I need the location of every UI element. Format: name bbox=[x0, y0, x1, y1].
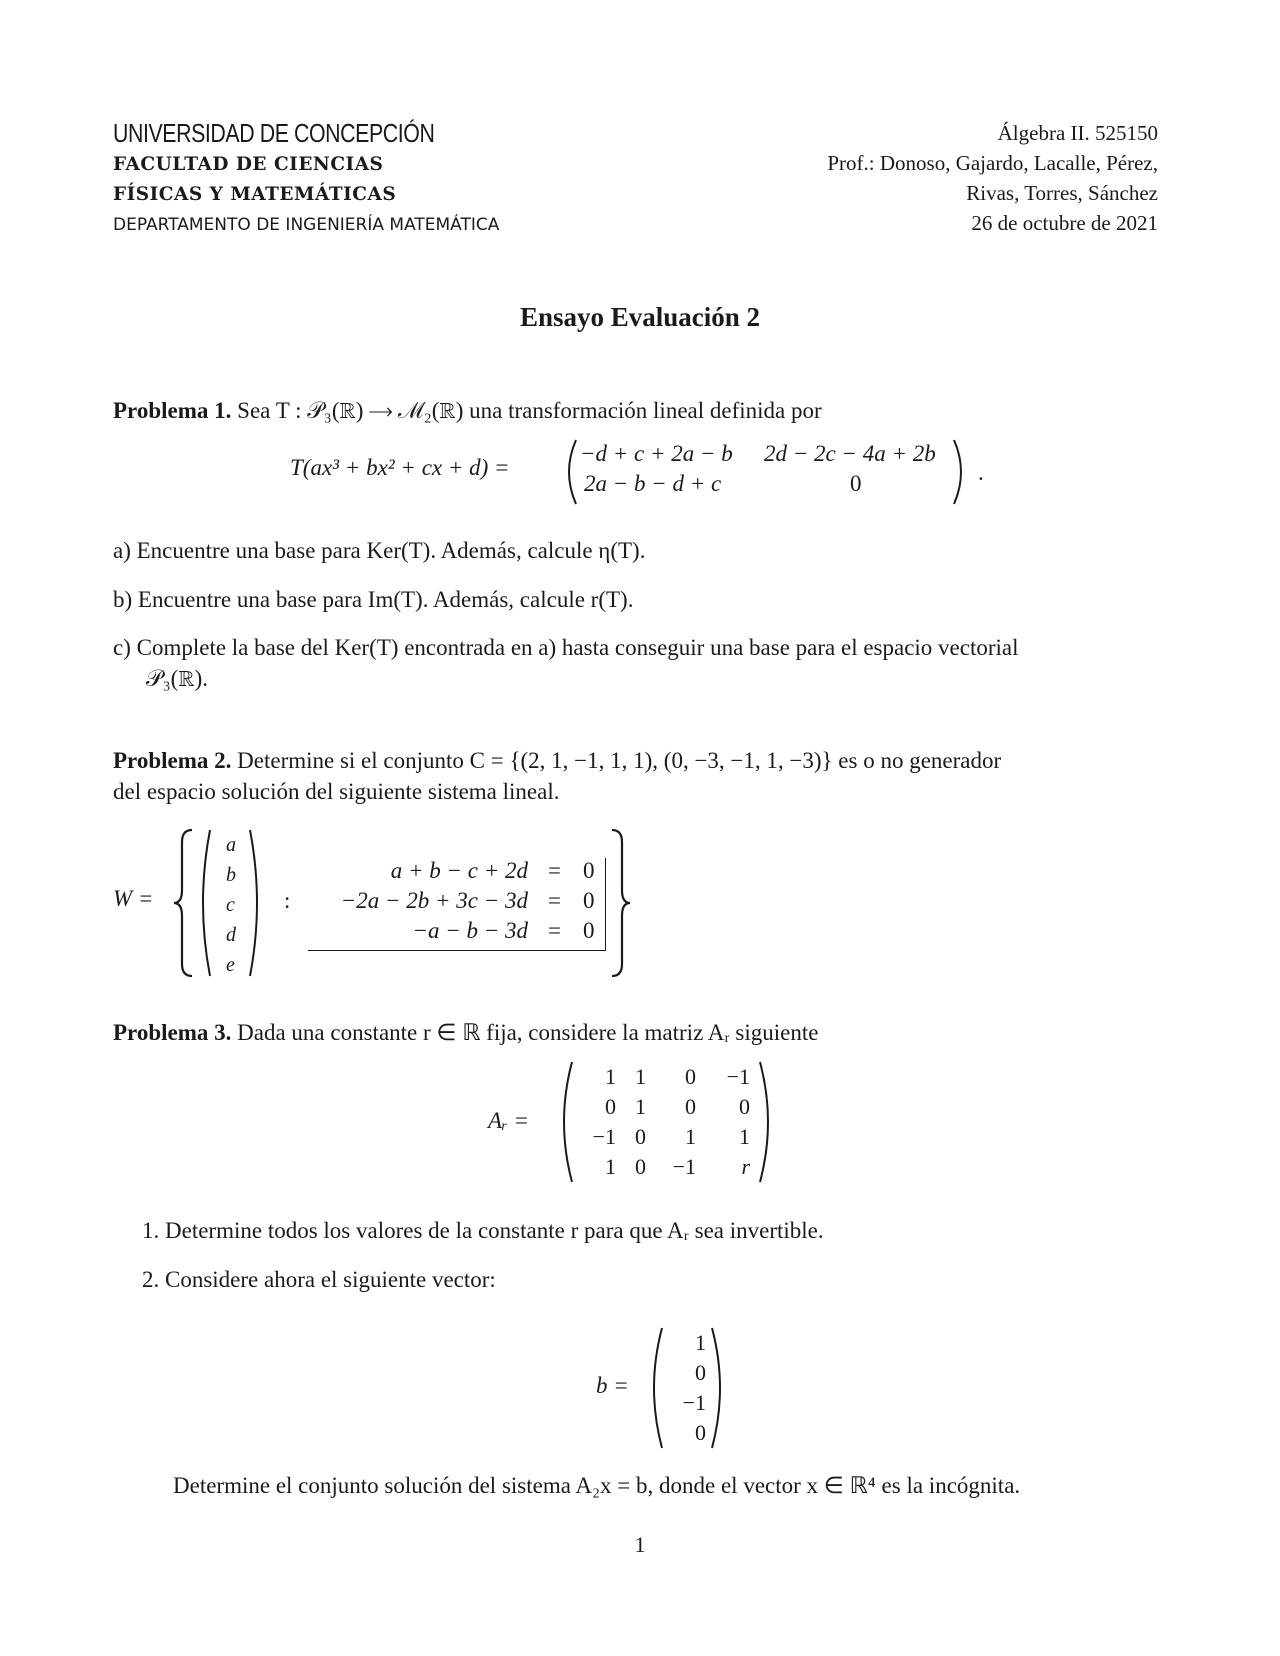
equation-1-equals: = bbox=[548, 858, 561, 883]
equation-2-lhs: −2a − 2b + 3c − 3d bbox=[340, 888, 528, 913]
variable-d: d bbox=[226, 924, 236, 946]
vector-left-paren bbox=[196, 828, 212, 978]
ar-cell: 1 bbox=[605, 1064, 616, 1089]
b-entry-4: 0 bbox=[695, 1420, 706, 1445]
department-name: DEPARTAMENTO DE INGENIERÍA MATEMÁTICA bbox=[113, 215, 500, 235]
b-vector bbox=[668, 1328, 706, 1448]
ar-lhs: Aᵣ = bbox=[488, 1108, 529, 1133]
equation-2-rhs: 0 bbox=[583, 888, 595, 913]
ar-cell: −1 bbox=[672, 1154, 696, 1179]
matrix-entry-11: −d + c + 2a − b bbox=[580, 441, 733, 466]
ar-cell: 0 bbox=[635, 1124, 646, 1149]
ar-cell: 0 bbox=[605, 1094, 616, 1119]
equation-2-equals: = bbox=[548, 888, 561, 913]
b-left-paren bbox=[646, 1326, 664, 1450]
equation-1-rhs: 0 bbox=[583, 858, 595, 883]
ar-row-1 bbox=[578, 1062, 750, 1092]
w-label: W = bbox=[113, 886, 154, 911]
ar-left-paren bbox=[556, 1060, 574, 1184]
course-code: Álgebra II. 525150 bbox=[997, 121, 1158, 145]
variable-e: e bbox=[226, 954, 235, 976]
ar-cell: 0 bbox=[635, 1154, 646, 1179]
matrix-entry-22: 0 bbox=[850, 471, 862, 496]
matrix-right-paren bbox=[950, 438, 970, 506]
problem-3-intro bbox=[113, 1017, 818, 1048]
professors-line-1: Prof.: Donoso, Gajardo, Lacalle, Pérez, bbox=[827, 151, 1158, 175]
matrix-entry-21: 2a − b − d + c bbox=[584, 471, 722, 496]
ar-cell: 0 bbox=[685, 1094, 696, 1119]
equation-1-lhs: a + b − c + 2d bbox=[390, 858, 528, 883]
ar-cell: 0 bbox=[739, 1094, 750, 1119]
system-box-right-rule bbox=[605, 858, 606, 950]
problem-1-intro-text: Sea T : 𝒫₃(ℝ) ⟶ ℳ₂(ℝ) una transformación lineal definida por bbox=[237, 398, 822, 423]
problem-1-item-b: b) Encuentre una base para Im(T). Además, calcule r(T). bbox=[113, 587, 634, 612]
b-lhs: b = bbox=[596, 1373, 629, 1398]
page-number: 1 bbox=[634, 1532, 646, 1557]
vector-right-paren bbox=[248, 828, 264, 978]
problem-2-line-1-text: Determine si el conjunto C = {(2, 1, −1, 1, 1), (0, −3, −1, 1, −3)} es o no generador bbox=[237, 748, 1002, 773]
ar-cell: −1 bbox=[726, 1064, 750, 1089]
ar-cell: 1 bbox=[685, 1124, 696, 1149]
problem-3-item-2: 2. Considere ahora el siguiente vector: bbox=[142, 1267, 496, 1292]
problem-3-item-1: 1. Determine todos los valores de la constante r para que Aᵣ sea invertible. bbox=[142, 1218, 824, 1243]
such-that-colon: : bbox=[284, 888, 291, 913]
problem-2-label: Problema 2. bbox=[113, 748, 232, 773]
ar-matrix bbox=[578, 1062, 750, 1182]
equation-3-rhs: 0 bbox=[583, 918, 595, 943]
ar-row-3 bbox=[578, 1122, 750, 1152]
exam-date: 26 de octubre de 2021 bbox=[971, 211, 1158, 235]
problem-1-item-a: a) Encuentre una base para Ker(T). Además, calcule η(T). bbox=[113, 538, 646, 563]
ar-row-2 bbox=[578, 1092, 750, 1122]
ar-cell: 1 bbox=[635, 1064, 646, 1089]
b-entry-2: 0 bbox=[695, 1360, 706, 1385]
faculty-line-2: FÍSICAS Y MATEMÁTICAS bbox=[113, 184, 397, 205]
b-entry-3: −1 bbox=[682, 1390, 706, 1415]
variable-vector bbox=[226, 830, 236, 980]
ar-cell: 0 bbox=[685, 1064, 696, 1089]
b-entry-1: 1 bbox=[695, 1330, 706, 1355]
equation-3-lhs: −a − b − 3d bbox=[412, 918, 528, 943]
header-right bbox=[827, 118, 1158, 238]
ar-right-paren bbox=[758, 1060, 776, 1184]
professors-line-2: Rivas, Torres, Sánchez bbox=[966, 181, 1158, 205]
b-right-paren bbox=[710, 1326, 728, 1450]
problem-1-lhs: T(ax³ + bx² + cx + d) = bbox=[290, 455, 510, 480]
problem-1-label: Problema 1. bbox=[113, 398, 232, 423]
problem-3-intro-text: Dada una constante r ∈ ℝ fija, considere la matriz Aᵣ siguiente bbox=[237, 1020, 819, 1045]
page-title: Ensayo Evaluación 2 bbox=[519, 302, 761, 332]
ar-cell: −1 bbox=[592, 1124, 616, 1149]
matrix-left-paren bbox=[560, 438, 580, 506]
variable-a: a bbox=[226, 834, 236, 856]
header-left bbox=[113, 116, 505, 240]
exam-page: UNIVERSIDAD DE CONCEPCIÓN FACULTAD DE CIENCIAS FÍSICAS Y MATEMÁTICAS DEPARTAMENTO DE INGENIERÍA MATEMÁTICA Álgebra II. 525150 Prof.: Donoso, Gajardo, Lacalle, Pérez, Rivas, Torres, Sánchez 26 de octubre de 2021 Ensayo Evaluación 2 Problema 1. Sea T : 𝒫₃(ℝ) ⟶ ℳ₂(ℝ) una transformación lineal definida por T(ax³ + bx² + cx + d) = −d + c + 2a − b 2d − 2c − 4a + 2b 2a − b − d + c 0 . a) Encuentre una base para Ker(T). Además, calcule η(T). b) Encuentre una base para Im(T). Además, calcule r(T). c) Complete la base del Ker(T) encontrada en a) hasta conseguir una base para el espacio vectorial 𝒫₃(ℝ). Problema 2. Determine si el conjunto C = {(2, 1, −1, 1, 1), (0, −3, −1, 1, −3)} es o no generador del espacio solución del siguiente sistema lineal. W = a b c d e : a + b − c + 2d = 0 −2a − 2b + 3c − 3d = 0 −a − b − 3d = 0 Problema 3. Dada una constante r ∈ ℝ fija, considere la matriz Aᵣ siguiente Aᵣ = 1 1 0 −1 0 1 0 0 −1 0 1 1 1 0 −1 r 1. Determine todos los valores de la constante r para que Aᵣ sea invertible. 2. Considere ahora el siguiente vector: b = 1 0 −1 0 Determine el conjunto solución del sistema A₂x = b, donde el vector x ∈ ℝ⁴ es la incógnita. 1 bbox=[0, 0, 1280, 1656]
variable-c: c bbox=[226, 894, 235, 916]
ar-row-4 bbox=[578, 1152, 750, 1182]
system-box-bottom-rule bbox=[308, 950, 606, 951]
ar-cell: 1 bbox=[605, 1154, 616, 1179]
ar-cell: 1 bbox=[635, 1094, 646, 1119]
matrix-entry-12: 2d − 2c − 4a + 2b bbox=[764, 441, 936, 466]
problem-2-line-1 bbox=[113, 745, 1001, 776]
set-right-brace bbox=[608, 828, 632, 978]
ar-cell: 1 bbox=[739, 1124, 750, 1149]
problem-1-item-c-line2: 𝒫₃(ℝ). bbox=[146, 666, 208, 691]
variable-b: b bbox=[226, 864, 236, 886]
faculty-line-1: FACULTAD DE CIENCIAS bbox=[113, 154, 384, 175]
set-left-brace bbox=[172, 828, 196, 978]
problem-2-line-2: del espacio solución del siguiente sistema lineal. bbox=[113, 779, 560, 804]
university-name: UNIVERSIDAD DE CONCEPCIÓN bbox=[113, 118, 435, 148]
ar-cell: r bbox=[741, 1154, 750, 1179]
problem-1-item-c-line1: c) Complete la base del Ker(T) encontrada en a) hasta conseguir una base para el espacio vectorial bbox=[113, 635, 1019, 660]
problem-3-label: Problema 3. bbox=[113, 1020, 232, 1045]
problem-1-intro bbox=[113, 395, 822, 426]
equation-3-equals: = bbox=[548, 918, 561, 943]
problem-3-final: Determine el conjunto solución del sistema A₂x = b, donde el vector x ∈ ℝ⁴ es la incógnita. bbox=[173, 1473, 1021, 1498]
